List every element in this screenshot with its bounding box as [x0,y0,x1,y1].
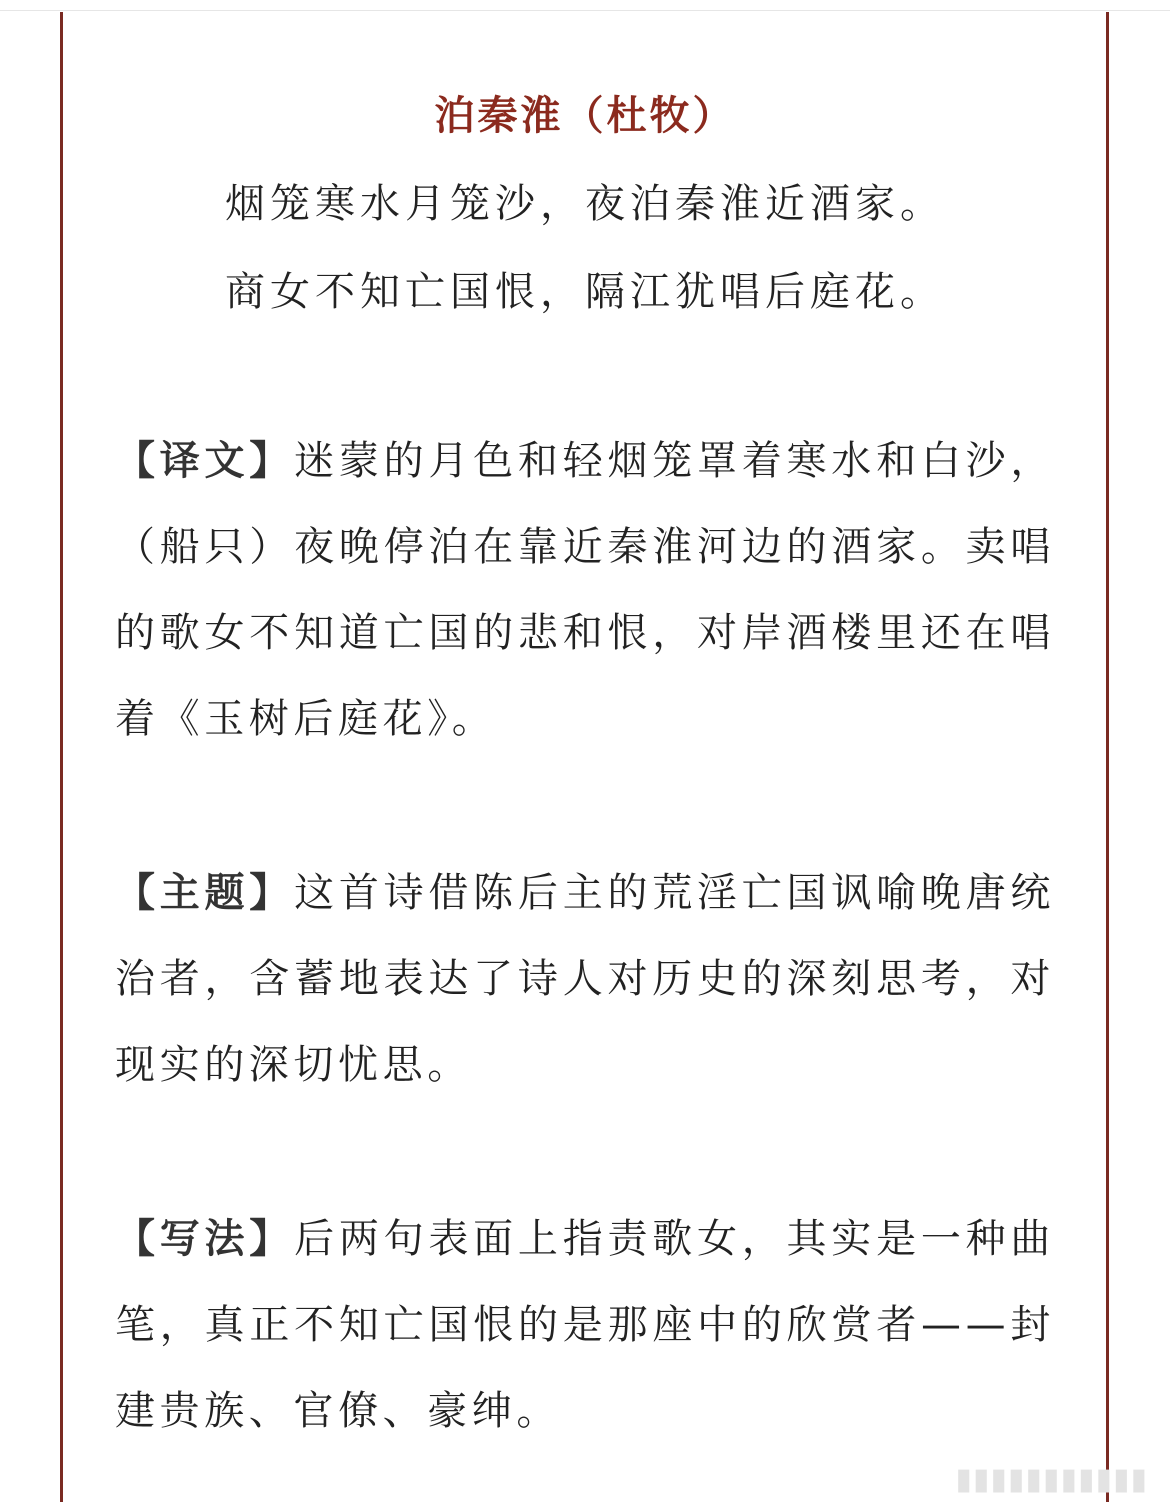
translation-label: 【译文】 [115,438,295,484]
theme-label: 【主题】 [115,870,295,916]
poem-line-1: 烟笼寒水月笼沙，夜泊秦淮近酒家。 [225,181,945,227]
top-divider [0,10,1170,11]
theme-section [115,850,1055,1108]
right-border-line [1106,12,1109,1502]
translation-section [115,418,1055,762]
left-border-line [60,12,63,1502]
poem-title: 泊秦淮（杜牧） [434,93,736,139]
theme-text: 这首诗借陈后主的荒淫亡国讽喻晚唐统治者，含蓄地表达了诗人对历史的深刻思考，对现实的深切忧思。 [115,870,1055,1088]
watermark: ▮▮▮▮▮▮▮▮▮▮▮ [955,1462,1148,1497]
technique-label: 【写法】 [115,1216,295,1262]
technique-section [115,1196,1055,1454]
poem-line-2: 商女不知亡国恨，隔江犹唱后庭花。 [225,269,945,315]
translation-text: 迷蒙的月色和轻烟笼罩着寒水和白沙，（船只）夜晚停泊在靠近秦淮河边的酒家。卖唱的歌女不知道亡国的悲和恨，对岸酒楼里还在唱着《玉树后庭花》。 [115,438,1055,742]
technique-text: 后两句表面上指责歌女，其实是一种曲笔，真正不知亡国恨的是那座中的欣赏者——封建贵族、官僚、豪绅。 [115,1216,1055,1434]
